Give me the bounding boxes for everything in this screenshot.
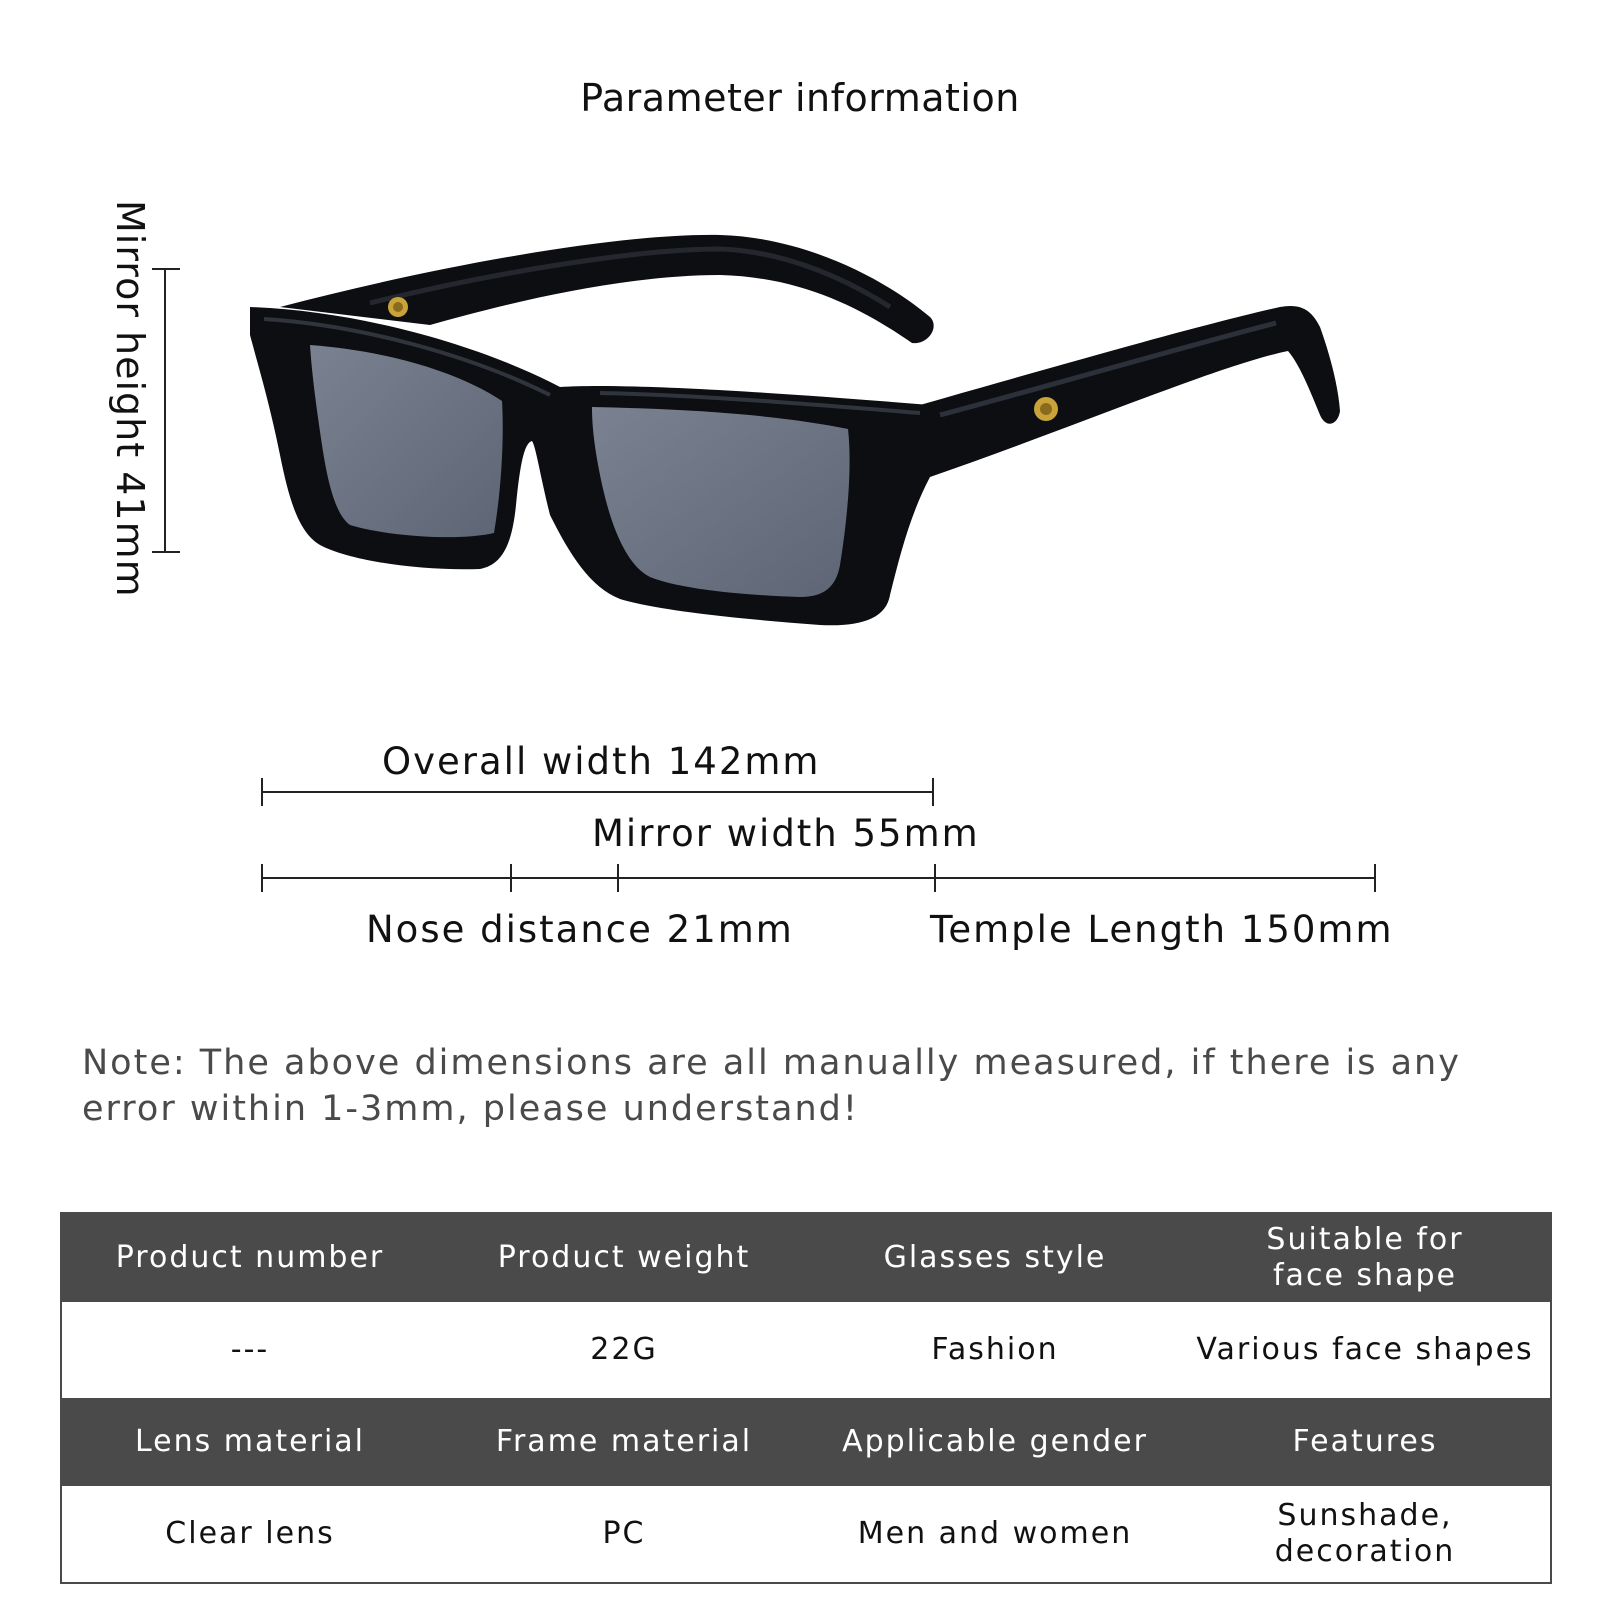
spec-header-cell: Features xyxy=(1292,1424,1438,1459)
spec-header-cell: Suitable for face shape xyxy=(1266,1222,1464,1293)
spec-header-cell: Product number xyxy=(115,1240,385,1275)
overall-width-tick-left xyxy=(261,778,263,806)
nose-distance-label: Nose distance 21mm xyxy=(366,908,794,951)
spec-value-cell: Sunshade, decoration xyxy=(1274,1498,1456,1569)
temple-length-label: Temple Length 150mm xyxy=(930,908,1394,951)
spec-header-cell: Applicable gender xyxy=(842,1424,1148,1459)
spec-table xyxy=(60,1212,1552,1584)
front-temple-arm xyxy=(920,306,1340,477)
spec-value-cell: Clear lens xyxy=(165,1516,335,1551)
spec-header-cell: Product weight xyxy=(497,1240,751,1275)
spec-header-row xyxy=(62,1398,1550,1486)
mirror-height-line xyxy=(164,268,166,553)
spec-header-cell: Lens material xyxy=(134,1424,366,1459)
mirror-height-cap-top xyxy=(152,268,180,270)
segment-tick xyxy=(510,864,512,892)
spec-value-cell: Men and women xyxy=(857,1516,1133,1551)
segment-tick xyxy=(617,864,619,892)
overall-width-label: Overall width 142mm xyxy=(382,740,821,783)
segment-line xyxy=(262,877,1376,879)
spec-value-row xyxy=(62,1302,1550,1398)
sunglasses-image xyxy=(240,215,1360,655)
mirror-height-cap-bottom xyxy=(152,551,180,553)
spec-value-cell: Various face shapes xyxy=(1196,1332,1534,1367)
mirror-width-label: Mirror width 55mm xyxy=(592,812,980,855)
spec-value-row xyxy=(62,1486,1550,1582)
segment-tick xyxy=(934,864,936,892)
mirror-height-label: Mirror height 41mm xyxy=(108,200,152,598)
overall-width-tick-right xyxy=(932,778,934,806)
overall-width-line xyxy=(262,791,934,793)
spec-header-row xyxy=(62,1214,1550,1302)
spec-header-cell: Frame material xyxy=(495,1424,753,1459)
measurement-note: Note: The above dimensions are all manually measured, if there is any error within 1-3mm, please understand! xyxy=(82,1043,1461,1129)
spec-value-cell: --- xyxy=(230,1332,270,1367)
segment-tick xyxy=(261,864,263,892)
spec-value-cell: 22G xyxy=(590,1332,658,1367)
spec-header-cell: Glasses style xyxy=(883,1240,1107,1275)
spec-value-cell: PC xyxy=(602,1516,646,1551)
spec-value-cell: Fashion xyxy=(931,1332,1059,1367)
page-title: Parameter information xyxy=(580,76,1020,120)
segment-tick xyxy=(1374,864,1376,892)
